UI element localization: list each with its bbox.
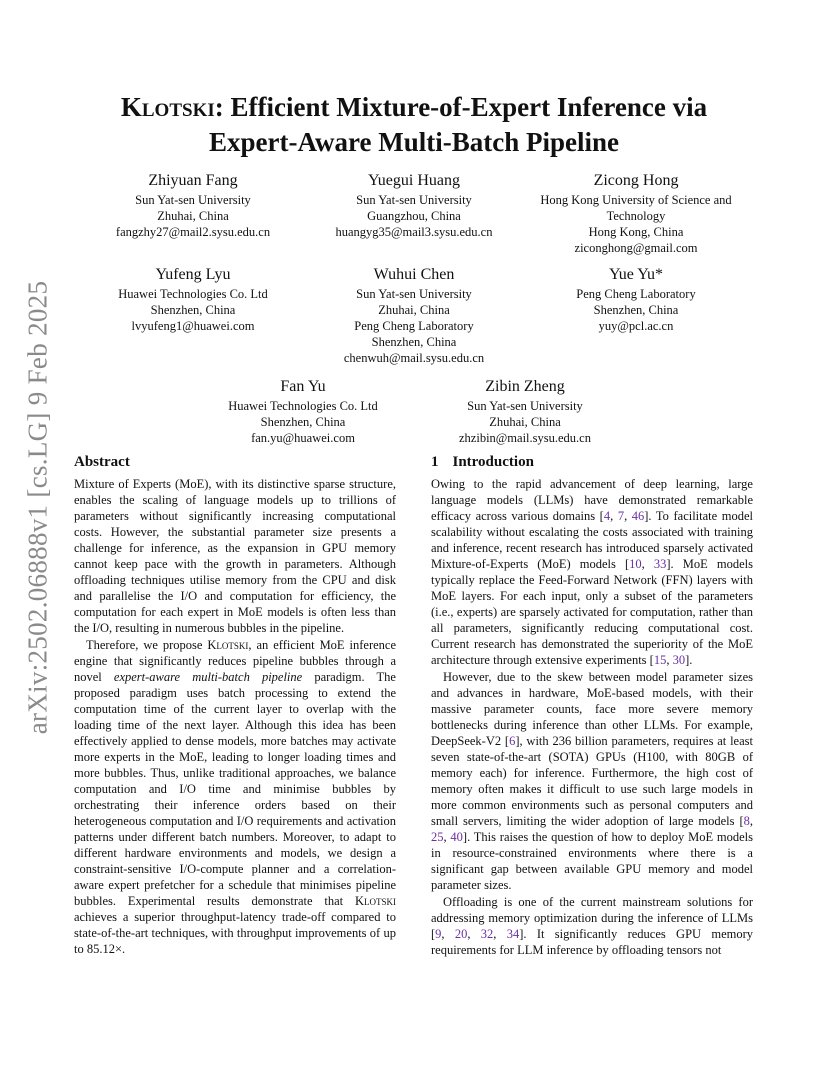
intro-paragraph — [431, 669, 753, 893]
intro-paragraph — [431, 894, 753, 958]
author-affiliation: Sun Yat-sen University — [356, 193, 472, 207]
paragraph-text: However, due to the skew between model parameter sizes and advances in hardware, MoE-based models, with their massive parameter counts, face more severe memory bottlenecks during inference than other LLMs. For example, DeepSeek-V2 [ — [431, 670, 753, 748]
author-location: Guangzhou, China — [367, 209, 461, 223]
citation-link[interactable]: 7 — [617, 509, 625, 523]
citation-link[interactable]: 25 — [431, 830, 444, 844]
emphasis-text: expert-aware multi-batch pipeline — [113, 670, 303, 684]
arxiv-identifier: arXiv:2502.06888v1 [cs.LG] 9 Feb 2025 — [22, 280, 53, 734]
author-affiliation-cont: Technology — [606, 209, 666, 223]
author-location: Shenzhen, China — [260, 415, 346, 429]
author-affiliation: Sun Yat-sen University — [467, 399, 583, 413]
paragraph-text: ]. It significantly reduces GPU memory requirements for LLM inference by offloading tensors not — [431, 927, 754, 957]
abstract-text: , an efficient MoE inference engine that significantly reduces pipeline bubbles through a novel — [74, 638, 397, 684]
arxiv-sidebar-stamp — [10, 272, 66, 742]
author-affiliation: Huawei Technologies Co. Ltd — [118, 287, 268, 301]
author-name: Yuegui Huang — [368, 172, 460, 189]
author-affiliation: Huawei Technologies Co. Ltd — [228, 399, 378, 413]
author-email[interactable]: fangzhy27@mail2.sysu.edu.cn — [115, 225, 271, 239]
introduction-section — [431, 452, 753, 958]
system-name: Klotski — [120, 92, 215, 122]
author-affiliation-2: Peng Cheng Laboratory — [354, 319, 474, 333]
citation-link[interactable]: 33 — [653, 557, 667, 571]
author-block — [294, 265, 534, 366]
author-affiliation: Peng Cheng Laboratory — [576, 287, 696, 301]
section-title: Introduction — [452, 454, 534, 470]
system-name: Klotski — [207, 638, 249, 652]
system-name: Klotski — [354, 894, 396, 908]
paragraph-text: ], with 236 billion parameters, requires at least seven state-of-the-art (SOTA) GPUs (H100, with 80GB of memory each) for inference. Furthermore, the high cost of memory often makes it difficult to use such large models in more common environments such as personal computers and small servers, limiting the wider adoption of large models [ — [431, 734, 753, 828]
author-name: Yufeng Lyu — [155, 266, 231, 283]
paragraph-text: ]. To facilitate model scalability without escalating the costs associated with training and inference, recent research has introduced sparsely activated Mixture-of-Experts (MoE) models [ — [431, 509, 754, 571]
author-affiliation: Hong Kong University of Science and — [540, 193, 732, 207]
author-block — [294, 171, 534, 240]
citation-link[interactable]: 15 — [653, 653, 667, 667]
intro-paragraph — [431, 476, 753, 668]
citation-link[interactable]: 9 — [435, 927, 442, 941]
author-email[interactable]: fan.yu@huawei.com — [251, 431, 355, 445]
abstract-section — [74, 452, 396, 957]
author-email[interactable]: huangyg35@mail3.sysu.edu.cn — [335, 225, 493, 239]
paragraph-text: , — [441, 927, 455, 941]
author-email[interactable]: zhzibin@mail.sysu.edu.cn — [459, 431, 591, 445]
paragraph-text: , — [641, 557, 654, 571]
introduction-heading — [431, 452, 753, 472]
author-location: Zhuhai, China — [157, 209, 229, 223]
paragraph-text: , — [467, 927, 481, 941]
citation-link[interactable]: 10 — [629, 557, 642, 571]
citation-link[interactable]: 20 — [454, 927, 468, 941]
author-name: Fan Yu — [280, 378, 326, 395]
abstract-text: achieves a superior throughput-latency trade-off compared to state-of-the-art techniques, with throughput improvements of up to 85.12×. — [74, 910, 396, 956]
author-block — [73, 265, 313, 334]
paragraph-text: , — [493, 927, 507, 941]
author-email[interactable]: lvyufeng1@huawei.com — [131, 319, 255, 333]
abstract-text: paradigm. The proposed paradigm uses batch processing to extend the computation time of the current layer to overlap with the loading time of the next layer. Although this idea has been effectively applied to dense models, more batches may activate more experts in the MoE, leading to longer loading times and more bubbles. Thus, unlike traditional approaches, we balance computation and I/O time and minimise bubbles by orchestrating their inference orders based on their heterogeneous computation and I/O requirements and activation patterns under different batch numbers. Moreover, to adapt to different hardware environments and models, we design a constraint-sensitive I/O-compute planner and a correlation-aware expert prefetcher for a schedule that minimises pipeline bubbles. Experimental results demonstrate that — [74, 670, 396, 908]
citation-link[interactable]: 6 — [509, 734, 516, 748]
author-affiliation: Sun Yat-sen University — [135, 193, 251, 207]
paragraph-text: ]. — [685, 653, 693, 667]
author-name: Zhiyuan Fang — [148, 172, 238, 189]
abstract-heading: Abstract — [74, 454, 130, 470]
author-name: Wuhui Chen — [373, 266, 455, 283]
author-location: Zhuhai, China — [489, 415, 561, 429]
citation-link[interactable]: 40 — [450, 830, 463, 844]
paragraph-text: , — [610, 509, 618, 523]
citation-link[interactable]: 46 — [631, 509, 645, 523]
paragraph-text: , — [666, 653, 673, 667]
section-number: 1 — [431, 454, 439, 470]
paragraph-text: , — [443, 830, 451, 844]
author-block — [183, 377, 423, 446]
citation-link[interactable]: 32 — [480, 927, 494, 941]
abstract-text: Therefore, we propose — [86, 638, 208, 652]
author-name: Zibin Zheng — [485, 378, 565, 395]
paragraph-text: , — [749, 814, 753, 828]
author-block — [516, 265, 756, 334]
paragraph-text: ]. MoE models typically replace the Feed-Forward Network (FFN) layers with MoE layers. For each input, only a subset of the parameters (i.e., experts) are sparsely activated for computation, rather than all parameters, significantly reducing computational cost. Current research has demonstrated the superiority of the MoE architecture through extensive experiments [ — [431, 557, 753, 667]
paragraph-text: ]. This raises the question of how to deploy MoE models in resource-constrained environments where there is a significant gap between available GPU memory and model parameter sizes. — [431, 830, 754, 892]
title-line-2: Expert-Aware Multi-Batch Pipeline — [209, 127, 619, 157]
author-location: Shenzhen, China — [593, 303, 679, 317]
author-email[interactable]: ziconghong@gmail.com — [574, 241, 698, 255]
author-name: Yue Yu* — [608, 266, 664, 283]
author-email[interactable]: chenwuh@mail.sysu.edu.cn — [343, 351, 485, 365]
author-email[interactable]: yuy@pcl.ac.cn — [598, 319, 674, 333]
paragraph-text: , — [624, 509, 632, 523]
abstract-paragraph: Mixture of Experts (MoE), with its distinctive sparse structure, enables the scaling of language models up to trillions of parameters without significantly increasing computational costs. However, the substantial parameter size presents a challenge for inference, as the expansion in GPU memory cannot keep pace with the growth in parameters. Although offloading techniques utilise memory from the CPU and disk and parallelise the I/O and computation for efficiency, the computation for each expert in MoE models is often less than the I/O, resulting in numerous bubbles in the pipeline. — [74, 477, 396, 635]
author-location: Shenzhen, China — [150, 303, 236, 317]
author-name: Zicong Hong — [593, 172, 679, 189]
author-location: Zhuhai, China — [378, 303, 450, 317]
abstract-paragraph — [74, 637, 396, 957]
author-location-2: Shenzhen, China — [371, 335, 457, 349]
citation-link[interactable]: 8 — [743, 814, 750, 828]
title-line-1: : Efficient Mixture-of-Expert Inference via — [214, 92, 708, 122]
citation-link[interactable]: 4 — [603, 509, 611, 523]
paragraph-text: Owing to the rapid advancement of deep learning, large language models (LLMs) have demonstrated remarkable efficacy across various domains [ — [431, 477, 753, 523]
author-block — [73, 171, 313, 240]
citation-link[interactable]: 30 — [672, 653, 686, 667]
citation-link[interactable]: 34 — [506, 927, 520, 941]
author-location: Hong Kong, China — [588, 225, 684, 239]
author-block — [405, 377, 645, 446]
author-affiliation: Sun Yat-sen University — [356, 287, 472, 301]
author-block — [516, 171, 756, 256]
paper-title — [74, 90, 754, 160]
paragraph-text: Offloading is one of the current mainstream solutions for addressing memory optimization during the inference of LLMs [ — [431, 895, 753, 941]
